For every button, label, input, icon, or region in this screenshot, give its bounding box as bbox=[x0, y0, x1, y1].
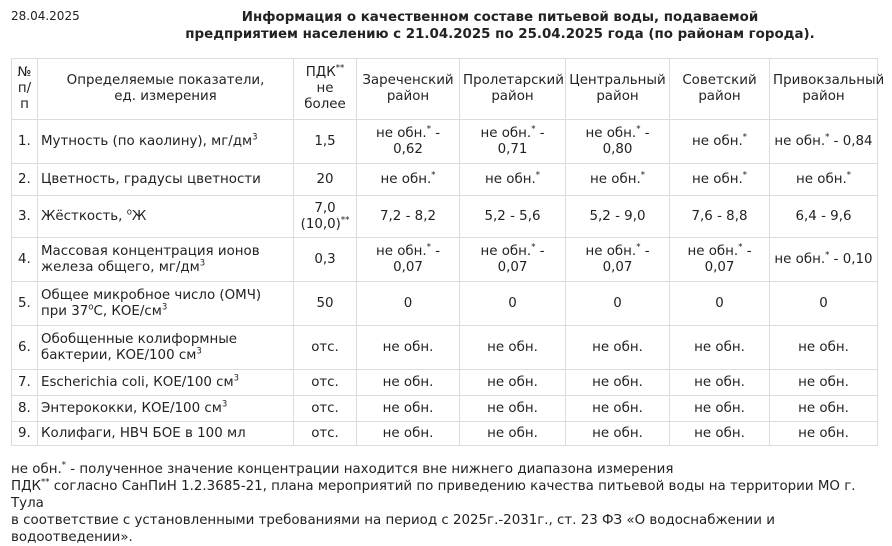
cell-value: не обн.* bbox=[357, 164, 460, 196]
cell-value: не обн.* - 0,07 bbox=[460, 238, 566, 282]
cell-value: не обн.* - 0,84 bbox=[770, 120, 878, 164]
report-title bbox=[180, 9, 820, 43]
row-param: Энтерококки, КОЕ/100 $см^3$ bbox=[38, 396, 294, 422]
row-num: 5. bbox=[12, 282, 38, 326]
row-param: Колифаги, НВЧ БОЕ в 100 мл bbox=[38, 422, 294, 446]
row-num: 2. bbox=[12, 164, 38, 196]
footnote-2-line-2: в соответствие с установленными требованиями на период с 2025г.-2031г., ст. 23 ФЗ «О водоснабжении и bbox=[11, 513, 775, 528]
row-param bbox=[38, 120, 294, 164]
row-pdk: 50 bbox=[294, 282, 357, 326]
table-row bbox=[12, 164, 878, 196]
header-num bbox=[12, 59, 38, 120]
header-num-line: № bbox=[17, 65, 32, 80]
cell-value: не обн.* - 0,62 bbox=[357, 120, 460, 164]
row-param: Обобщенные колиформные бактерии, КОЕ/100 $см^3$ bbox=[38, 326, 294, 370]
header-pdk bbox=[294, 59, 357, 120]
row-num: 3. bbox=[12, 196, 38, 238]
cell-value: не обн. bbox=[460, 326, 566, 370]
header-district-zarechensky bbox=[357, 59, 460, 120]
cell-value: 7,6 - 8,8 bbox=[670, 196, 770, 238]
cell-value: не обн.* - 0,07 bbox=[670, 238, 770, 282]
cell-value: 7,2 - 8,2 bbox=[357, 196, 460, 238]
header-pdk-sup: ** bbox=[335, 63, 345, 74]
table-row bbox=[12, 196, 878, 238]
row-pdk: 20 bbox=[294, 164, 357, 196]
table-row bbox=[12, 282, 878, 326]
cell-value: не обн. bbox=[670, 396, 770, 422]
row-pdk: отс. bbox=[294, 396, 357, 422]
header-pdk-line: не bbox=[316, 81, 334, 96]
table-row bbox=[12, 422, 878, 446]
district-suffix: район bbox=[596, 89, 639, 104]
header-param-line: ед. измерения bbox=[114, 89, 217, 104]
cell-value: не обн.* - 0,07 bbox=[566, 238, 670, 282]
cell-value: не обн.* bbox=[460, 164, 566, 196]
cell-value: не обн. bbox=[460, 370, 566, 396]
row-param: Цветность, градусы цветности bbox=[38, 164, 294, 196]
row-param: Общее микробное число (ОМЧ) при $37^оС$, КОЕ/$см^3$ bbox=[38, 282, 294, 326]
param-sup: 3 bbox=[252, 132, 258, 143]
table-row bbox=[12, 238, 878, 282]
footnotes bbox=[11, 461, 883, 546]
footnote-1: не обн.* - полученное значение концентрации находится вне нижнего диапазона измерения bbox=[11, 460, 674, 477]
cell-value: не обн.* - 0,10 bbox=[770, 238, 878, 282]
row-param: Жёсткость, $^o$Ж bbox=[38, 196, 294, 238]
cell-value: 0 bbox=[460, 282, 566, 326]
report-date: 28.04.2025 bbox=[11, 9, 80, 23]
row-param: Массовая концентрация ионов железа общего, $мг/дм^3$ bbox=[38, 238, 294, 282]
district-name: Центральный bbox=[569, 73, 666, 88]
cell-value: не обн.* bbox=[670, 164, 770, 196]
row-param: Escherichia coli, КОЕ/100 $см^3$ bbox=[38, 370, 294, 396]
cell-value: 0 bbox=[770, 282, 878, 326]
header-pdk-line: более bbox=[304, 97, 346, 112]
header-param-line: Определяемые показатели, bbox=[66, 73, 265, 88]
row-pdk: отс. bbox=[294, 326, 357, 370]
district-name: Привокзальный bbox=[773, 73, 885, 88]
param-text: Мутность (по каолину), мг/дм bbox=[41, 133, 253, 149]
cell-value: не обн. bbox=[670, 422, 770, 446]
cell-value: не обн.* - 0,71 bbox=[460, 120, 566, 164]
cell-value: не обн.* bbox=[670, 120, 770, 164]
cell-value: не обн. bbox=[357, 422, 460, 446]
table-row bbox=[12, 396, 878, 422]
cell-value: не обн. bbox=[770, 422, 878, 446]
cell-value: не обн.* - 0,80 bbox=[566, 120, 670, 164]
district-name: Советский bbox=[682, 73, 757, 88]
table-row bbox=[12, 120, 878, 164]
table-row bbox=[12, 370, 878, 396]
row-pdk: отс. bbox=[294, 422, 357, 446]
row-num: 7. bbox=[12, 370, 38, 396]
header-num-line: п/ bbox=[17, 81, 32, 96]
cell-value: 0 bbox=[357, 282, 460, 326]
title-line-1: Информация о качественном составе питьевой воды, подаваемой bbox=[241, 10, 759, 25]
title-line-2: предприятием населению с 21.04.2025 по 25.04.2025 года (по районам города). bbox=[185, 27, 815, 42]
table-header-row bbox=[12, 59, 878, 120]
cell-value: не обн. bbox=[770, 370, 878, 396]
row-pdk: 7,0 (10,0)** bbox=[294, 196, 357, 238]
row-num: 4. bbox=[12, 238, 38, 282]
header-district-centralny bbox=[566, 59, 670, 120]
cell-value: не обн. bbox=[670, 326, 770, 370]
water-quality-table bbox=[11, 58, 885, 446]
cell-value: 0 bbox=[670, 282, 770, 326]
header-district-privokzalny bbox=[770, 59, 885, 120]
cell-value: не обн. bbox=[566, 422, 670, 446]
cell-value: 5,2 - 9,0 bbox=[566, 196, 670, 238]
row-num: 1. bbox=[12, 120, 38, 164]
district-suffix: район bbox=[386, 89, 430, 104]
footnote-2-line-3: водоотведении». bbox=[11, 530, 133, 545]
header-district-proletarsky bbox=[460, 59, 566, 120]
cell-value: 5,2 - 5,6 bbox=[460, 196, 566, 238]
header-num-line: п bbox=[20, 97, 29, 112]
row-pdk: отс. bbox=[294, 370, 357, 396]
cell-value: 0 bbox=[566, 282, 670, 326]
district-suffix: район bbox=[698, 89, 741, 104]
row-num: 8. bbox=[12, 396, 38, 422]
cell-value: не обн.* bbox=[770, 164, 878, 196]
cell-value: не обн. bbox=[670, 370, 770, 396]
header-pdk-label: ПДК bbox=[305, 65, 336, 80]
row-num: 9. bbox=[12, 422, 38, 446]
cell-value: не обн. bbox=[460, 396, 566, 422]
cell-value: не обн. bbox=[357, 326, 460, 370]
row-num: 6. bbox=[12, 326, 38, 370]
cell-value: не обн. bbox=[357, 396, 460, 422]
cell-value: не обн. bbox=[770, 396, 878, 422]
cell-value: не обн. bbox=[566, 326, 670, 370]
header-district-sovetsky bbox=[670, 59, 770, 120]
cell-value: не обн. bbox=[357, 370, 460, 396]
cell-value: не обн. bbox=[460, 422, 566, 446]
cell-value: не обн.* - 0,07 bbox=[357, 238, 460, 282]
district-suffix: район bbox=[491, 89, 534, 104]
row-pdk: 0,3 bbox=[294, 238, 357, 282]
district-name: Пролетарский bbox=[463, 73, 564, 88]
district-suffix: район bbox=[802, 89, 845, 104]
cell-value: не обн. bbox=[770, 326, 878, 370]
row-pdk: 1,5 bbox=[294, 120, 357, 164]
cell-value: не обн. bbox=[566, 396, 670, 422]
cell-value: не обн. bbox=[566, 370, 670, 396]
district-name: Зареченский bbox=[362, 73, 454, 88]
header-param bbox=[38, 59, 294, 120]
table-row bbox=[12, 326, 878, 370]
footnote-2: ПДК** согласно СанПиН 1.2.3685-21, плана мероприятий по приведению качества питьевой воды на территории МО г. Тула bbox=[11, 477, 856, 511]
cell-value: 6,4 - 9,6 bbox=[770, 196, 878, 238]
cell-value: не обн.* bbox=[566, 164, 670, 196]
